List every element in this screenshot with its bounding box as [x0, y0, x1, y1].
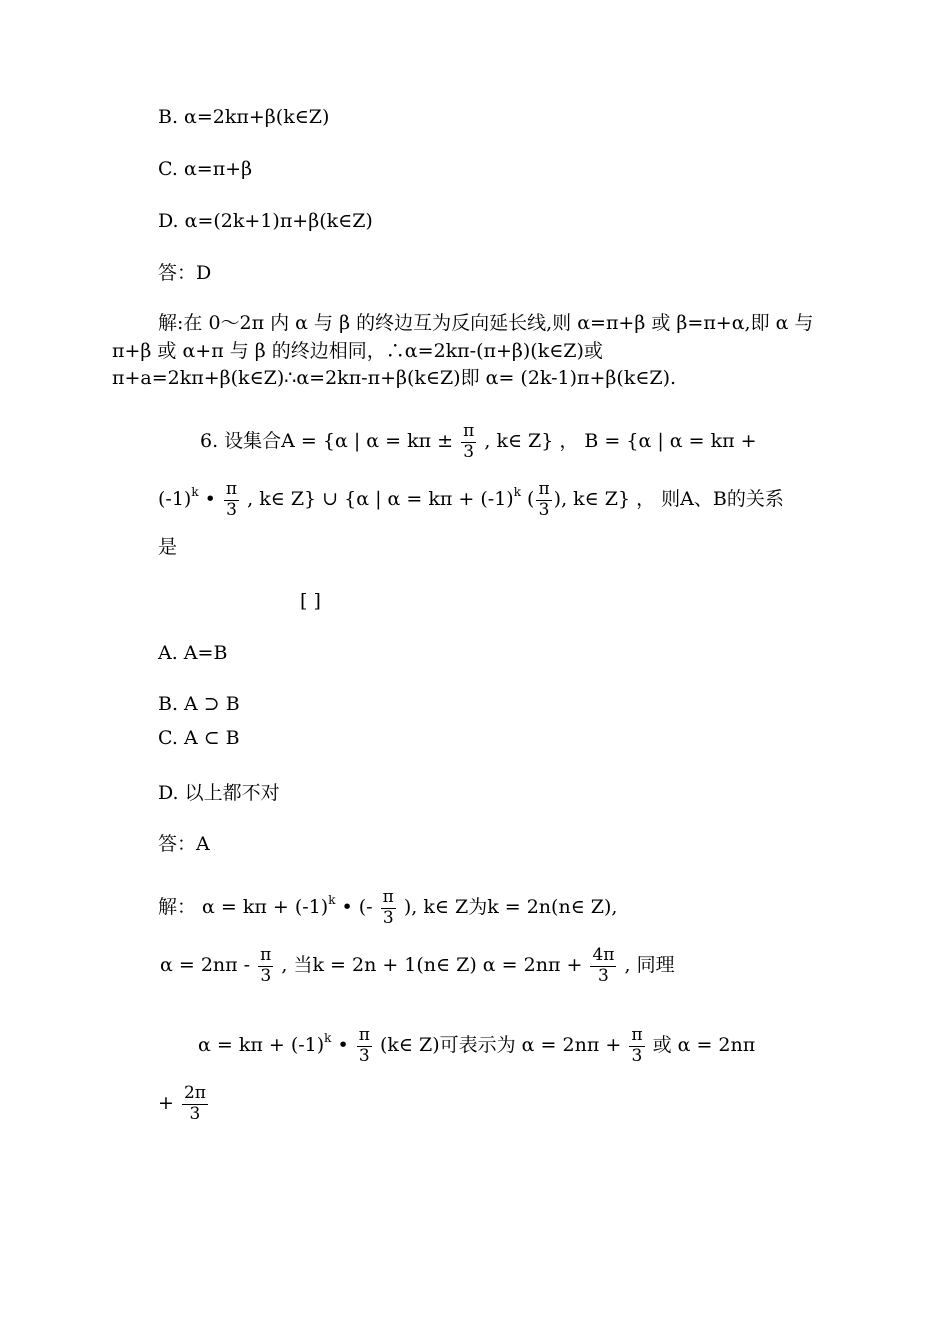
- fraction-pi-over-3: $\frac{\pi}{3}$: [463, 421, 475, 462]
- q5-option-b: B. α=2kπ+β(k∈Z): [158, 106, 330, 128]
- q6-solution-line2: α = 2nπ - $\frac{\pi}{3}$ , 当k = 2n + 1(n∈ Z) α = 2nπ + $\frac{4\pi}{3}$ , 同理: [160, 945, 675, 986]
- q6-solution-line3: $\alpha = k\pi + (-1)^k$ • $\frac{\pi}{3}$ (k∈ Z)可表示为 α = 2nπ + $\frac{\pi}{3}$ 或 α = 2nπ: [198, 1025, 756, 1066]
- fraction-4pi-over-3: $\frac{4\pi}{3}$: [592, 945, 615, 986]
- q5-solution-line2: π+β 或 α+π 与 β 的终边相同，∴α=2kπ-(π+β)(k∈Z)或: [112, 340, 603, 362]
- fraction-pi-over-3: $\frac{\pi}{3}$: [538, 479, 550, 520]
- q6-option-c: C. A ⊂ B: [158, 727, 240, 749]
- fraction-pi-over-3: $\frac{\pi}{3}$: [358, 1025, 370, 1066]
- fraction-pi-over-3: $\frac{\pi}{3}$: [260, 945, 272, 986]
- q5-solution-line1: 解:在 0～2π 内 α 与 β 的终边互为反向延长线,则 α=π+β 或 β=π+α,即 α 与: [158, 312, 814, 334]
- q5-option-c: C. α=π+β: [158, 158, 253, 180]
- q6-stem-line3: 是: [158, 536, 178, 558]
- q6-answer: 答：A: [158, 833, 210, 855]
- q5-answer: 答：D: [158, 262, 212, 284]
- q6-stem-line2: $(-1)^k$ • $\frac{\pi}{3}$ , k∈ Z} ∪ {α | $\alpha = k\pi + (-1)^k$ ( $\frac{\pi}{3}$ ), k∈ Z} ， 则A、B的关系: [158, 479, 784, 520]
- q6-solution-line4: + $\frac{2\pi}{3}$: [158, 1083, 206, 1124]
- fraction-pi-over-3: $\frac{\pi}{3}$: [631, 1025, 643, 1066]
- answer-bracket: [ ]: [300, 590, 321, 612]
- q6-option-d: D. 以上都不对: [158, 782, 280, 804]
- q6-option-b: B. A ⊃ B: [158, 693, 240, 715]
- fraction-pi-over-3: $\frac{\pi}{3}$: [382, 887, 394, 928]
- fraction-2pi-over-3: $\frac{2\pi}{3}$: [183, 1083, 206, 1124]
- fraction-pi-over-3: $\frac{\pi}{3}$: [225, 479, 238, 520]
- q6-stem-line1: 6. 设集合A = {α | α = kπ ± $\frac{\pi}{3}$ , k∈ Z} ， B = {α | α = kπ +: [200, 421, 757, 462]
- q6-option-a: A. A=B: [158, 642, 228, 664]
- q5-solution-line3: π+a=2kπ+β(k∈Z)∴α=2kπ-π+β(k∈Z)即 α= (2k-1)π+β(k∈Z).: [112, 367, 677, 389]
- q6-solution-line1: 解： $\alpha = k\pi + (-1)^k$ • (- $\frac{\pi}{3}$ ), k∈ Z为k = 2n(n∈ Z),: [158, 887, 618, 928]
- q5-option-d: D. α=(2k+1)π+β(k∈Z): [158, 210, 373, 232]
